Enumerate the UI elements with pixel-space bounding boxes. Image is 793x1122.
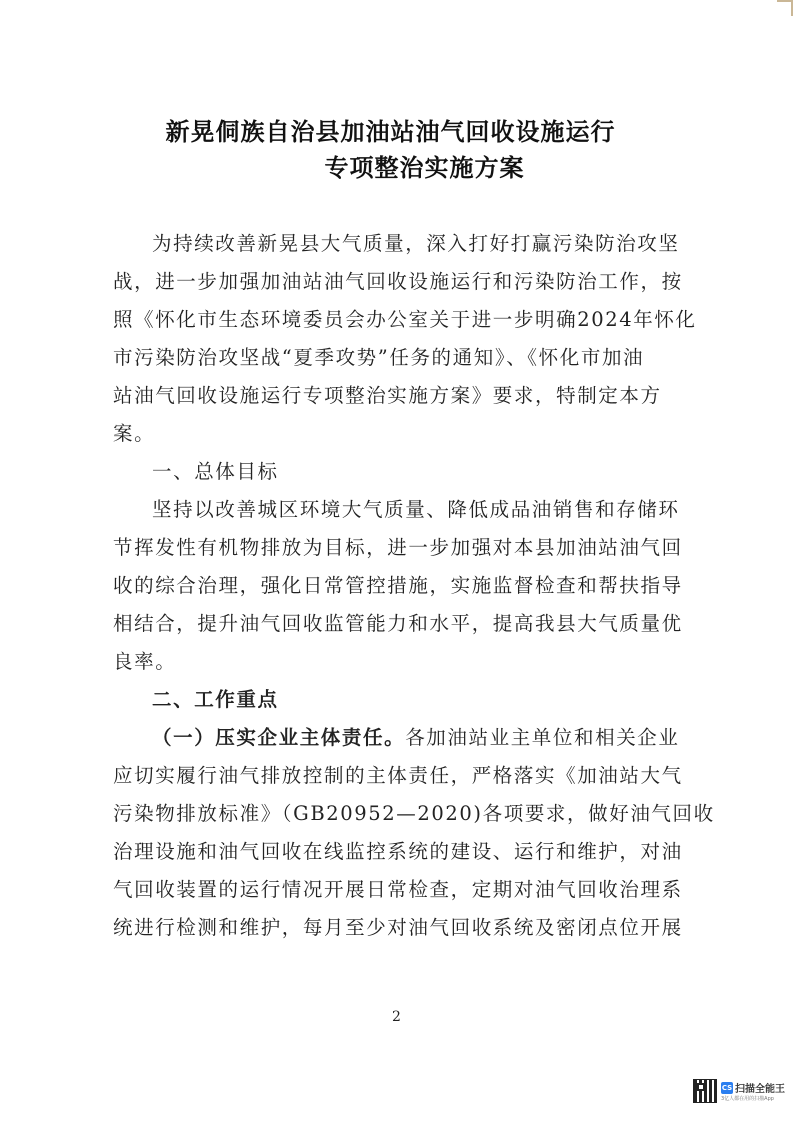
scanner-slogan: 3亿人都在用的扫描App	[721, 1096, 774, 1102]
item-1-line: 统进行检测和维护，每月至少对油气回收系统及密闭点位开展	[113, 916, 683, 939]
section-1-line: 良率。	[113, 650, 177, 673]
intro-line: 站油气回收设施运行专项整治实施方案》要求，特制定本方	[113, 384, 662, 407]
item-1-lead: （一）压实企业主体责任。	[152, 726, 406, 749]
item-1-first-line	[152, 722, 693, 750]
item-1-line: 气回收装置的运行情况开展日常检查，定期对油气回收治理系	[113, 878, 683, 901]
intro-line: 市污染防治攻坚战“夏季攻势”任务的通知》、《怀化市加油	[113, 346, 645, 369]
item-1-line: 治理设施和油气回收在线监控系统的建设、运行和维护，对油	[113, 840, 683, 863]
document-title-line-1: 新晃侗族自治县加油站油气回收设施运行	[165, 117, 616, 146]
document-title-line-2: 专项整治实施方案	[324, 153, 525, 182]
item-1-line: 污染物排放标准》（GB20952—2020)各项要求，做好油气回收	[113, 802, 715, 825]
section-1-line: 相结合，提升油气回收监管能力和水平，提高我县大气质量优	[113, 612, 683, 635]
scanner-watermark	[693, 1076, 789, 1106]
intro-line: 案。	[113, 422, 156, 445]
intro-line: 战，进一步加强加油站油气回收设施运行和污染防治工作，按	[113, 270, 683, 293]
section-2-heading: 二、工作重点	[152, 688, 279, 711]
qr-code-icon	[693, 1079, 717, 1103]
section-1-heading: 一、总体目标	[152, 460, 279, 483]
section-1-line: 收的综合治理，强化日常管控措施，实施监督检查和帮扶指导	[113, 574, 683, 597]
corner-fold-mark	[777, 0, 793, 16]
scanner-logo-icon: CS	[721, 1083, 733, 1092]
scanner-brand: 扫描全能王	[735, 1084, 785, 1095]
page-number: 2	[392, 1009, 401, 1025]
item-1-line: 应切实履行油气排放控制的主体责任，严格落实《加油站大气	[113, 764, 683, 787]
intro-line: 为持续改善新晃县大气质量，深入打好打赢污染防治攻坚	[152, 232, 680, 255]
intro-line: 照《怀化市生态环境委员会办公室关于进一步明确2024年怀化	[113, 308, 697, 331]
section-1-line: 节挥发性有机物排放为目标，进一步加强对本县加油站油气回	[113, 536, 683, 559]
section-1-line: 坚持以改善城区环境大气质量、降低成品油销售和存储环	[152, 498, 680, 521]
item-1-first-rest: 各加油站业主单位和相关企业	[405, 726, 680, 749]
